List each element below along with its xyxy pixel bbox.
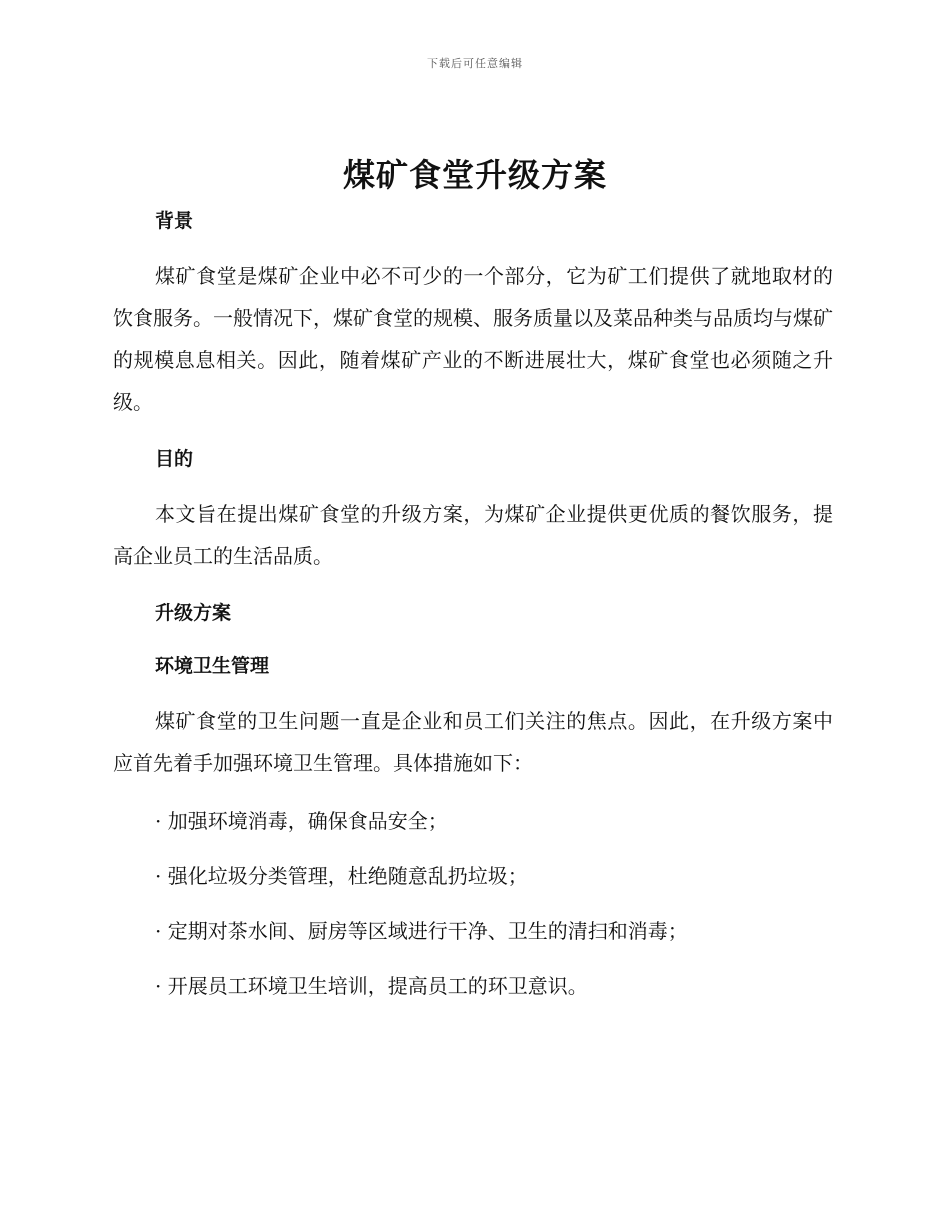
- paragraph-hygiene: 煤矿食堂的卫生问题一直是企业和员工们关注的焦点。因此，在升级方案中应首先着手加强环境卫生管理。具体措施如下：: [113, 709, 833, 775]
- section-heading-hygiene: 环境卫生管理: [155, 655, 270, 677]
- document-title: 煤矿食堂升级方案: [342, 156, 607, 194]
- section-heading-background: 背景: [155, 210, 194, 232]
- paragraph-background: 煤矿食堂是煤矿企业中必不可少的一个部分，它为矿工们提供了就地取材的饮食服务。一般情况下，煤矿食堂的规模、服务质量以及菜品种类与品质均与煤矿的规模息息相关。因此，随着煤矿产业的不断进展壮大，煤矿食堂也必须随之升级。: [113, 264, 833, 414]
- list-item: · 加强环境消毒，确保食品安全；: [155, 809, 448, 833]
- section-heading-plan: 升级方案: [155, 602, 232, 624]
- paragraph-purpose: 本文旨在提出煤矿食堂的升级方案，为煤矿企业提供更优质的餐饮服务，提高企业员工的生活品质。: [113, 502, 833, 568]
- document-body: [113, 202, 833, 1006]
- list-item: · 定期对茶水间、厨房等区域进行干净、卫生的清扫和消毒；: [155, 919, 688, 943]
- list-item: · 强化垃圾分类管理，杜绝随意乱扔垃圾；: [155, 864, 528, 888]
- list-item: · 开展员工环境卫生培训，提高员工的环卫意识。: [155, 974, 588, 998]
- header-note: 下载后可任意编辑: [427, 57, 523, 70]
- section-heading-purpose: 目的: [155, 448, 194, 470]
